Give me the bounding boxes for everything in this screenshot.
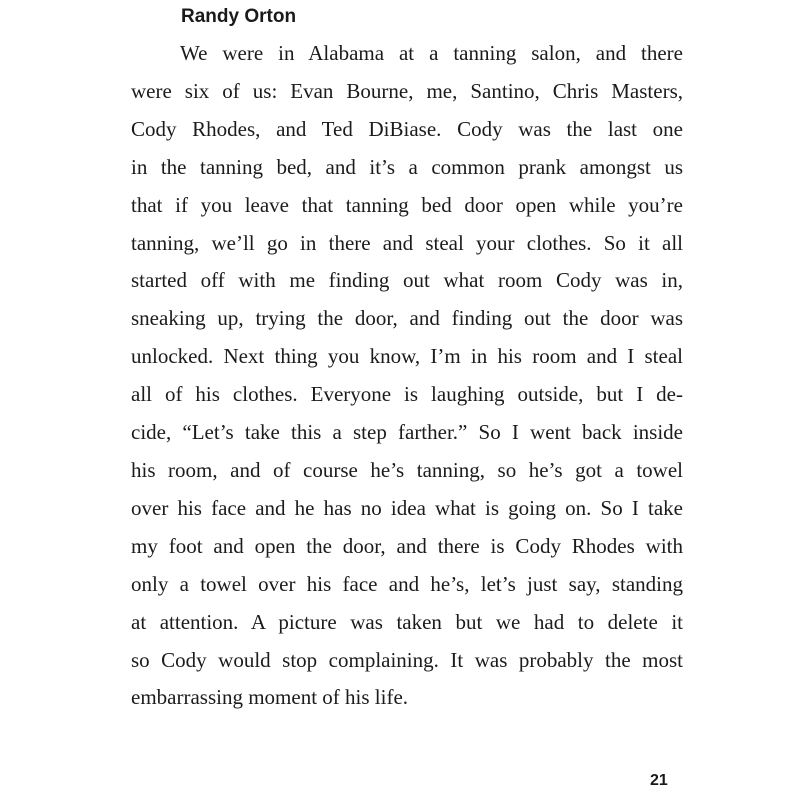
- text-line: unlocked. Next thing you know, I’m in his room and I steal: [131, 344, 683, 369]
- text-line: only a towel over his face and he’s, let’s just say, standing: [131, 571, 683, 596]
- text-line: that if you leave that tanning bed door open while you’re: [131, 192, 683, 217]
- text-line: in the tanning bed, and it’s a common prank amongst us: [131, 154, 683, 179]
- text-line: so Cody would stop complaining. It was probably the most: [131, 647, 683, 672]
- text-line: We were in Alabama at a tanning salon, and there: [180, 41, 683, 65]
- text-line: my foot and open the door, and there is Cody Rhodes with: [131, 533, 683, 558]
- text-line: were six of us: Evan Bourne, me, Santino, Chris Masters,: [131, 78, 683, 103]
- text-line: started off with me finding out what room Cody was in,: [131, 268, 683, 293]
- text-line: at attention. A picture was taken but we had to delete it: [131, 609, 683, 634]
- text-line: over his face and he has no idea what is going on. So I take: [131, 495, 683, 520]
- text-line: embarrassing moment of his life.: [131, 685, 409, 710]
- quote-paragraph: [131, 35, 683, 717]
- text-line: tanning, we’ll go in there and steal your clothes. So it all: [131, 230, 683, 255]
- text-line: cide, “Let’s take this a step farther.” So I went back inside: [131, 420, 683, 445]
- page-number: 21: [650, 772, 668, 789]
- text-line: all of his clothes. Everyone is laughing outside, but I de-: [131, 382, 683, 407]
- text-line: Cody Rhodes, and Ted DiBiase. Cody was the last one: [131, 116, 683, 141]
- speaker-heading: Randy Orton: [181, 6, 297, 27]
- text-line: his room, and of course he’s tanning, so he’s got a towel: [131, 457, 683, 482]
- text-line: sneaking up, trying the door, and finding out the door was: [131, 306, 683, 331]
